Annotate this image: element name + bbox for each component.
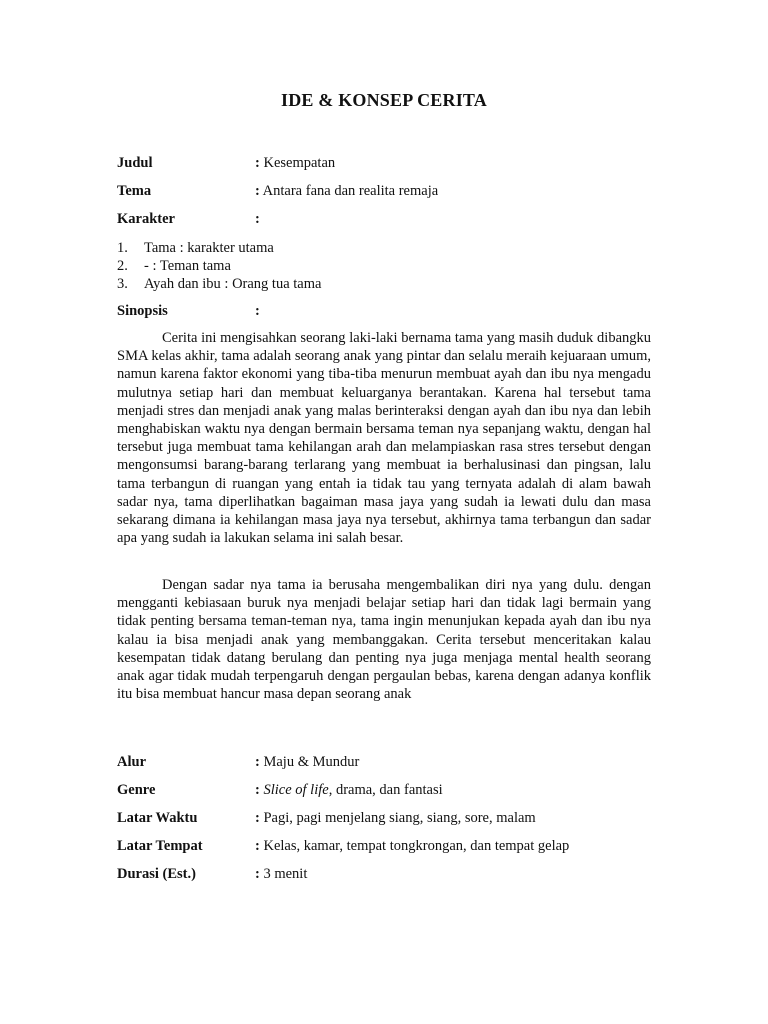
field-label: Latar Tempat xyxy=(117,838,203,854)
list-number: 2. xyxy=(117,258,128,274)
list-text: Tama : karakter utama xyxy=(144,240,274,256)
field-colon: : xyxy=(255,810,260,826)
field-value-italic: Slice of life xyxy=(259,782,329,798)
character-list xyxy=(117,239,321,293)
field-value: Antara fana dan realita remaja xyxy=(259,183,439,199)
field-colon: : xyxy=(255,303,260,319)
field-value-wrap xyxy=(255,754,359,771)
field-colon: : xyxy=(255,866,260,882)
field-colon: : xyxy=(255,838,260,854)
field-value-wrap xyxy=(255,782,443,799)
field-colon: : xyxy=(255,754,260,770)
field-value: Pagi, pagi menjelang siang, siang, sore, malam xyxy=(259,810,536,826)
field-value-wrap xyxy=(255,303,260,320)
field-value-wrap xyxy=(255,155,335,172)
synopsis-paragraph-1: Cerita ini mengisahkan seorang laki-laki bernama tama yang masih duduk dibangku SMA kelas akhir, tama adalah seorang anak yang pintar dan selalu meraih kejuaraan umum, namun karena faktor ekonomi yang tiba-tiba menurun membuat ayah dan ibu nya mengadu mulutnya setiap hari dan membuat keluarganya berantakan. Karena hal tersebut tama menjadi stres dan menjadi anak yang malas berinteraksi dengan ayah dan ibu nya dan lebih menghabiskan waktu nya dengan bermain bersama teman nya sepanjang waktu, dengan hal tersebut juga membuat tama kehilangan arah dan melampiaskan rasa stres tersebut dengan mengonsumsi barang-barang terlarang yang membuat ia berhalusinasi dan pingsan, lalu tama terbangun di ruangan yang entah ia tidak tau yang ternyata adalah di alam bawah sadar nya, tama diperlihatkan bagaiman masa jaya yang sudah ia lewati dulu dan masa sekarang dimana ia kehilangan masa jaya nya tersebut, akhirnya tama terbangun dan sadar apa yang sudah ia lakukan selama ini salah besar. xyxy=(117,330,651,547)
field-colon: : xyxy=(255,183,260,199)
list-number: 1. xyxy=(117,240,128,256)
field-label: Durasi (Est.) xyxy=(117,866,196,882)
field-value: Kelas, kamar, tempat tongkrongan, dan tempat gelap xyxy=(259,838,570,854)
field-label: Judul xyxy=(117,155,153,171)
list-number: 3. xyxy=(117,276,128,292)
field-value: Maju & Mundur xyxy=(259,754,360,770)
list-item xyxy=(117,239,321,257)
field-colon: : xyxy=(255,211,260,227)
synopsis-paragraph-2: Dengan sadar nya tama ia berusaha mengembalikan diri nya yang dulu. dengan mengganti kebiasaan buruk nya menjadi belajar setiap hari dan tidak lagi bermain yang tidak penting bersama teman-teman nya, tama ingin menunjukan kepada ayah dan ibu nya kalau ia bisa menjadi anak yang membanggakan. Cerita tersebut menceritakan kalau kesempatan tidak datang berulang dan penting nya juga menjaga mental health seorang anak agar tidak mudah terpengaruh dengan pergaulan bebas, karena dengan adanya konflik itu bisa membuat hancur masa depan seorang anak xyxy=(117,577,651,703)
field-label: Karakter xyxy=(117,211,175,227)
field-label: Latar Waktu xyxy=(117,810,198,826)
field-label: Sinopsis xyxy=(117,303,168,319)
list-item xyxy=(117,257,321,275)
field-value-wrap xyxy=(255,866,307,883)
field-colon: : xyxy=(255,155,260,171)
field-label: Genre xyxy=(117,782,156,798)
field-value-wrap xyxy=(255,838,569,855)
field-value-wrap xyxy=(255,183,438,200)
field-value-wrap xyxy=(255,211,260,228)
field-label: Alur xyxy=(117,754,146,770)
list-item xyxy=(117,275,321,293)
field-value-wrap xyxy=(255,810,536,827)
field-value: Kesempatan xyxy=(259,155,336,171)
field-value: , drama, dan fantasi xyxy=(328,782,443,798)
list-text: Ayah dan ibu : Orang tua tama xyxy=(144,276,322,292)
field-colon: : xyxy=(255,782,260,798)
field-value: 3 menit xyxy=(259,866,308,882)
list-text: - : Teman tama xyxy=(144,258,231,274)
document-title: IDE & KONSEP CERITA xyxy=(280,90,487,110)
field-label: Tema xyxy=(117,183,152,199)
